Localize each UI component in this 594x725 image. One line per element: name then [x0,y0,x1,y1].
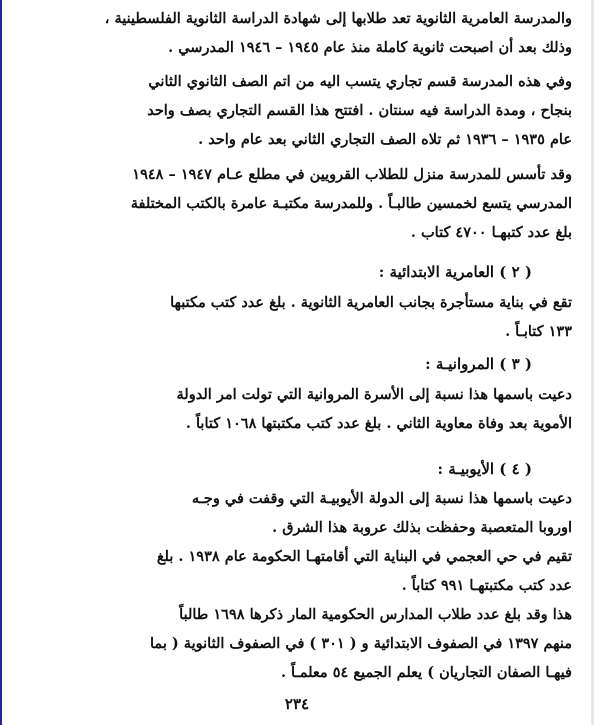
text-line: دعيت باسمها هذا نسبة إلى الدولة الأيوبيـة التي وقفت في وجـه [191,490,572,507]
text-line: تقيم في حي العجمي في البناية التي أقامتهـا الحكومة عام ١٩٣٨ . بلغ [156,548,572,565]
text-line: هذا وقد بلغ عدد طلاب المدارس الحكومية المار ذكرها ١٦٩٨ طالباً [179,606,572,623]
paragraph-student-totals [20,600,572,687]
window-frame-left [0,0,2,725]
paragraph-ayyubiya-location [20,542,572,600]
text-line: بنجاح ، ومدة الدراسة فيه سنتان . افتتح هذا القسم التجاري بصف واحد [147,102,572,119]
paragraph-amiriya-secondary [20,4,572,62]
text-line: عدد كتب مكتبتهـا ٩٩١ كتاباً . [401,577,572,594]
paragraph-amiriya-primary [20,288,572,346]
text-line: بلغ عدد كتبهـا ٤٧٠٠ كتاب . [410,224,572,241]
section-heading-marwaniya: ( ٣ ) المروانيـة : [425,355,532,373]
text-line: دعيت باسمها هذا نسبة إلى الأسرة المروانية التي تولت امر الدولة [176,386,572,403]
page-number: ٢٣٤ [284,695,310,713]
text-line: وفي هذه المدرسة قسم تجاري يتسب اليه من اتم الصف الثانوي الثاني [148,73,572,90]
text-line: تقع في بناية مستأجرة بجانب العامرية الثانوية . بلغ عدد كتب مكتبها [170,294,572,311]
text-line: والمدرسة العامرية الثانوية تعد طلابها إلى شهادة الدراسة الثانوية الفلسطينية ، [104,10,572,27]
section-heading-ayyubiya: ( ٤ ) الأيوبيـة : [437,460,532,478]
text-line: المدرسي يتسع لخمسين طالبـاً . وللمدرسة مكتبـة عامرة بالكتب المختلفة [130,195,572,212]
paragraph-commercial-section [20,67,572,154]
text-line: الأموية بعد وفاة معاوية الثاني . بلغ عدد كتب مكتبتها ١٠٦٨ كتاباً . [185,415,572,432]
text-line: وقد تأسس للمدرسة منزل للطلاب القرويين في مطلع عـام ١٩٤٧ – ١٩٤٨ [132,166,572,183]
text-line: منهم ١٣٩٧ في الصفوف الابتدائية و ( ٣٠١ ) في الصفوف الثانوية ( بما [150,635,572,652]
paragraph-boarding-library [20,160,572,247]
text-line: فيهـا الصفان التجاريان ) يعلم الجميع ٥٤ معلمـاً . [280,664,572,681]
text-line: عام ١٩٣٥ – ١٩٣٦ ثم تلاه الصف التجاري الثاني بعد عام واحد . [198,131,572,148]
text-line: وذلك بعد أن اصبحت ثانوية كاملة منذ عام ١٩٤٥ – ١٩٤٦ المدرسي . [168,39,572,56]
section-heading-amiriya-primary: ( ٢ ) العامرية الابتدائية : [378,263,532,281]
text-line: اوروبا المتعصبة وحفظت بذلك عروبة هذا الشرق . [272,519,572,536]
paragraph-marwaniya [20,380,572,438]
paragraph-ayyubiya-name [20,484,572,542]
text-line: ١٣٣ كتابـاً . [505,323,572,340]
